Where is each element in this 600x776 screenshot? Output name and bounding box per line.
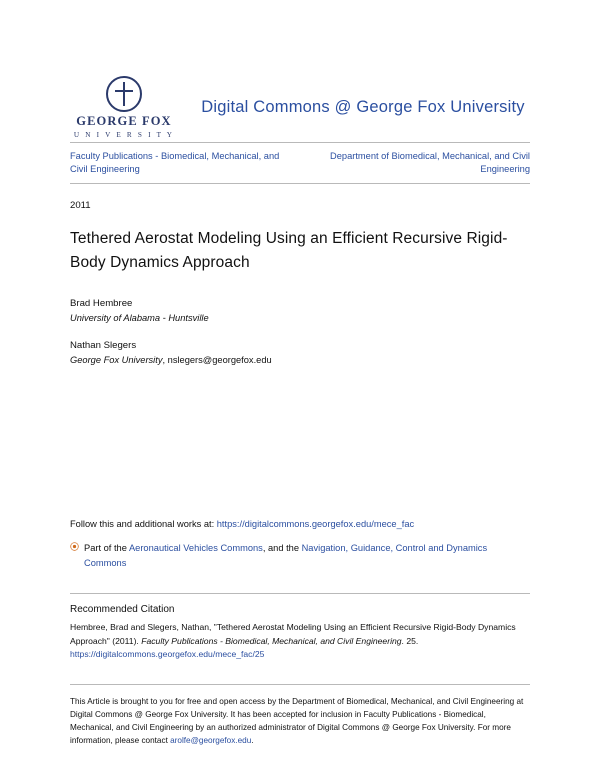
follow-line	[70, 517, 530, 531]
recommended-citation	[70, 593, 530, 662]
page-title: Tethered Aerostat Modeling Using an Efficient Recursive Rigid-Body Dynamics Approach	[70, 230, 508, 271]
footer-text-part-1: This Article is brought to you for free and open access by the Department of Biomedical, Mechanical, and Civil Engineering at Digital Commons @ George Fox University. It has been accepted for inclusion in Faculty Publications - Biomedical, Mechanical, and Civil Engineering by an authorized administrator of Digital Commons @ George Fox University. For more information, please contact	[70, 696, 524, 745]
citation-series-italic: Faculty Publications - Biomedical, Mechanical, and Civil Engineering	[141, 635, 402, 646]
publication-year: 2011	[70, 200, 91, 211]
site-title[interactable]: Digital Commons @ George Fox University	[201, 97, 525, 116]
logo-name: GEORGE FOX	[76, 113, 172, 128]
george-fox-emblem-icon	[106, 76, 142, 112]
citation-text-part-2: . 25.	[401, 635, 419, 646]
discipline-link-navigation[interactable]: Navigation, Guidance, Control and Dynamics Commons	[84, 543, 488, 568]
citation-url[interactable]: https://digitalcommons.georgefox.edu/mece_fac/25	[70, 649, 265, 659]
rule-below-series	[70, 183, 530, 184]
disciplines-middle: , and the	[262, 543, 302, 553]
disciplines-line	[70, 541, 530, 571]
george-fox-logo[interactable]	[70, 76, 178, 139]
contact-email-link[interactable]: arolfe@georgefox.edu	[170, 735, 252, 745]
discipline-badge-icon: ⦿	[70, 542, 80, 552]
author-name: Nathan Slegers	[70, 340, 137, 351]
series-row	[70, 143, 530, 183]
follow-link[interactable]: https://digitalcommons.georgefox.edu/mece_fac	[216, 519, 415, 529]
series-department-link[interactable]: Department of Biomedical, Mechanical, and Civil Engineering	[330, 151, 530, 174]
masthead	[70, 0, 530, 142]
citation-text-part-1: Hembree, Brad and Slegers, Nathan, "Tethered Aerostat Modeling Using an Efficient Recursive Rigid-Body Dynamics Approach" (2011).	[70, 622, 516, 646]
citation-text	[70, 621, 530, 662]
author-affiliation	[70, 353, 530, 367]
logo-subtitle: U N I V E R S I T Y	[73, 130, 175, 139]
footer-note	[70, 695, 530, 747]
footer-text-part-2: .	[251, 735, 254, 745]
discipline-link-aeronautical[interactable]: Aeronautical Vehicles Commons	[128, 543, 263, 553]
author-affiliation-text: George Fox University	[70, 355, 163, 365]
disciplines-prefix: Part of the	[84, 543, 129, 553]
series-collection-link[interactable]: Faculty Publications - Biomedical, Mechanical, and Civil Engineering	[70, 151, 280, 174]
citation-heading: Recommended Citation	[70, 604, 175, 615]
footer-note-wrap	[70, 684, 530, 747]
author-email[interactable]: , nslegers@georgefox.edu	[162, 355, 272, 365]
author-entry	[70, 297, 530, 325]
follow-prefix: Follow this and additional works at:	[70, 519, 217, 529]
author-affiliation: University of Alabama - Huntsville	[70, 313, 209, 323]
author-list	[70, 297, 530, 367]
author-name: Brad Hembree	[70, 298, 133, 309]
author-entry	[70, 339, 530, 367]
